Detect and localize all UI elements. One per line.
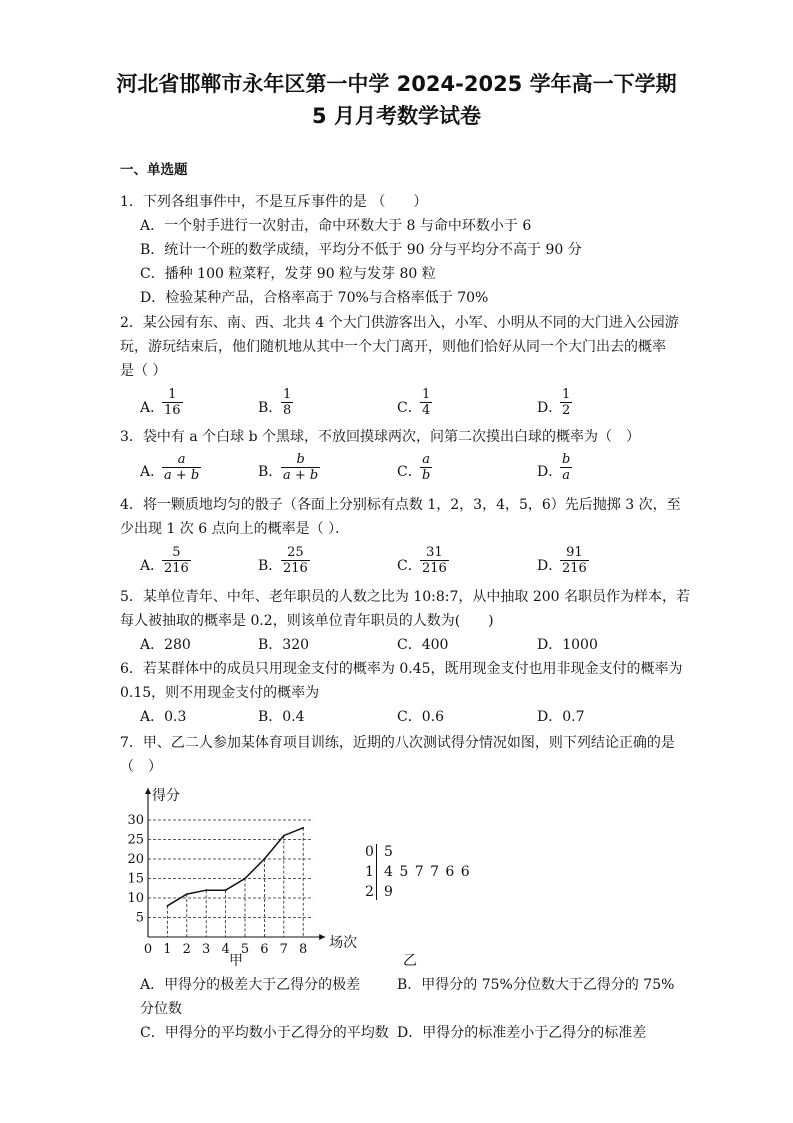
data-point [186, 893, 188, 895]
q5-stem-line1: 5．某单位青年、中年、老年职员的人数之比为 10:8:7，从中抽取 200 名职员作为样本，若 [120, 589, 691, 605]
y-tick-label: 15 [127, 871, 144, 887]
q6-stem-line1: 6．若某群体中的成员只用现金支付的概率为 0.45，既用现金支付也用非现金支付的概率为 [120, 661, 683, 677]
q3-option-a-fraction [162, 452, 201, 483]
q4-option-c-fraction [420, 545, 449, 576]
chart-caption-yi: 乙 [403, 953, 417, 969]
q1-stem: 1．下列各组事件中，不是互斥事件的是 （ ） [120, 194, 428, 210]
q2-stem-line1: 2．某公园有东、南、西、北共 4 个大门供游客出入，小军、小明从不同的大门进入公园游 [120, 315, 679, 331]
y-tick-label: 5 [135, 910, 144, 926]
q2-option-b-label: B． [258, 400, 283, 416]
q4-option-d-fraction [560, 545, 589, 576]
y-axis-label: 得分 [152, 788, 180, 804]
x-tick-label: 8 [299, 942, 308, 957]
q2-option-b-fraction [281, 387, 293, 418]
denominator: a [562, 468, 571, 483]
q6-stem-line2: 0.15，则不用现金支付的概率为 [120, 685, 320, 701]
x-tick-label: 7 [279, 942, 288, 957]
numerator: b [562, 452, 571, 467]
numerator: a [177, 452, 186, 467]
data-point [244, 878, 246, 880]
denominator: 216 [283, 561, 308, 576]
q4-option-a-label: A． [140, 558, 165, 574]
x-tick-label: 6 [260, 942, 269, 957]
leaves-1: 4 5 7 7 6 6 [384, 864, 471, 880]
stem-leaf-plot [362, 842, 472, 902]
q3-option-c-fraction [420, 452, 432, 483]
numerator: 1 [283, 387, 292, 402]
q2-option-a-label: A． [140, 400, 165, 416]
exam-title-line1: 河北省邯郸市永年区第一中学 2024-2025 学年高一下学期 [116, 72, 677, 96]
q3-option-b-fraction [281, 452, 320, 483]
numerator: 1 [168, 387, 177, 402]
x-tick-label: 0 [143, 942, 153, 957]
chart-caption-jia: 甲 [229, 953, 243, 969]
y-tick-label: 20 [127, 852, 144, 867]
stem-2: 2 [365, 884, 374, 900]
q2-option-d-label: D． [537, 400, 563, 416]
q5-option-d: D．1000 [537, 637, 598, 653]
q5-option-c: C．400 [397, 637, 449, 653]
q4-option-a-fraction [162, 545, 191, 576]
denominator: 2 [562, 403, 571, 418]
q2-option-d-fraction [560, 387, 572, 418]
numerator: 5 [172, 545, 181, 560]
q3-option-d-label: D． [537, 464, 563, 480]
data-point [225, 889, 227, 891]
numerator: 91 [566, 545, 583, 560]
q4-option-b-label: B． [258, 558, 283, 574]
data-point [264, 858, 266, 860]
q1-option-d: D．检验某种产品，合格率高于 70%与合格率低于 70% [140, 290, 489, 306]
q4-option-b-fraction [281, 545, 310, 576]
numerator: 25 [287, 545, 304, 560]
denominator: a + b [164, 468, 200, 483]
q3-option-b-label: B． [258, 464, 283, 480]
q2-option-c-label: C． [397, 400, 422, 416]
data-point [302, 827, 304, 829]
denominator: a + b [283, 468, 319, 483]
x-tick-label: 3 [202, 942, 211, 957]
q6-option-a: A．0.3 [140, 709, 187, 725]
denominator: 16 [164, 403, 181, 418]
q7-option-c: C．甲得分的平均数小于乙得分的平均数 [140, 1025, 389, 1041]
score-line-chart [120, 782, 360, 977]
q3-stem: 3．袋中有 a 个白球 b 个黑球，不放回摸球两次，问第二次摸出白球的概率为（ ） [120, 429, 641, 445]
numerator: b [296, 452, 305, 467]
numerator: 31 [426, 545, 443, 560]
q4-option-c-label: C． [397, 558, 422, 574]
q3-option-c-label: C． [397, 464, 422, 480]
q1-option-c: C．播种 100 粒菜籽，发芽 90 粒与发芽 80 粒 [140, 266, 436, 282]
q2-stem-line2: 玩，游玩结束后，他们随机地从其中一个大门离开，则他们恰好从同一个大门出去的概率 [120, 339, 666, 355]
q5-stem-line2: 每人被抽取的概率是 0.2，则该单位青年职员的人数为( ) [120, 613, 494, 629]
denominator: 216 [164, 561, 189, 576]
q4-stem-line2: 少出现 1 次 6 点向上的概率是（ ）． [120, 521, 350, 537]
q7-option-a: A．甲得分的极差大于乙得分的极差 [140, 977, 361, 993]
x-tick-label: 4 [221, 942, 230, 957]
denominator: 8 [283, 403, 292, 418]
x-tick-label: 5 [240, 942, 250, 957]
q2-option-a-fraction [162, 387, 183, 418]
x-axis-arrow [319, 934, 325, 940]
q1-option-b: B．统计一个班的数学成绩，平均分不低于 90 分与平均分不高于 90 分 [140, 242, 582, 258]
q7-option-b: B．甲得分的 75%分位数大于乙得分的 75% [397, 977, 675, 993]
stem-0: 0 [365, 844, 374, 860]
q5-option-b: B．320 [258, 637, 310, 653]
data-point [205, 889, 207, 891]
denominator: 4 [422, 403, 431, 418]
numerator: a [422, 452, 431, 467]
leaves-2: 9 [384, 884, 393, 900]
stem-leaf-divider [376, 844, 377, 900]
section-heading: 一、单选题 [120, 162, 188, 178]
denominator: 216 [422, 561, 447, 576]
q2-option-c-fraction [420, 387, 432, 418]
q6-option-c: C．0.6 [397, 709, 444, 725]
exam-title-line2: 5 月月考数学试卷 [312, 104, 481, 128]
x-tick-label: 1 [163, 942, 172, 957]
x-axis-label: 场次 [329, 935, 358, 951]
q7-stem-line1: 7．甲、乙二人参加某体育项目训练，近期的八次测试得分情况如图，则下列结论正确的是 [120, 735, 675, 751]
q4-option-d-label: D． [537, 558, 563, 574]
q7-option-a-continued: 分位数 [140, 1001, 182, 1017]
numerator: 1 [422, 387, 431, 402]
stem-1: 1 [365, 864, 374, 880]
q5-option-a: A．280 [140, 637, 191, 653]
denominator: b [422, 468, 431, 483]
q7-stem-line2: （ ） [120, 759, 162, 775]
numerator: 1 [562, 387, 571, 402]
denominator: 216 [562, 561, 587, 576]
q2-stem-line3: 是（ ） [120, 363, 167, 379]
data-point [167, 905, 169, 907]
y-tick-label: 25 [127, 832, 144, 848]
y-axis-arrow [145, 788, 151, 794]
y-tick-label: 30 [127, 813, 144, 828]
q6-option-d: D．0.7 [537, 709, 585, 725]
x-tick-label: 2 [182, 942, 191, 957]
q7-option-d: D．甲得分的标准差小于乙得分的标准差 [397, 1025, 647, 1041]
q1-option-a: A．一个射手进行一次射击，命中环数大于 8 与命中环数小于 6 [140, 218, 532, 234]
data-point [283, 835, 285, 837]
q6-option-b: B．0.4 [258, 709, 305, 725]
q3-option-d-fraction [560, 452, 572, 483]
q3-option-a-label: A． [140, 464, 165, 480]
y-tick-label: 10 [127, 891, 144, 906]
leaves-0: 5 [384, 844, 393, 860]
q4-stem-line1: 4．将一颗质地均匀的骰子（各面上分别标有点数 1，2，3，4，5，6）先后抛掷 3 次，至 [120, 497, 681, 513]
